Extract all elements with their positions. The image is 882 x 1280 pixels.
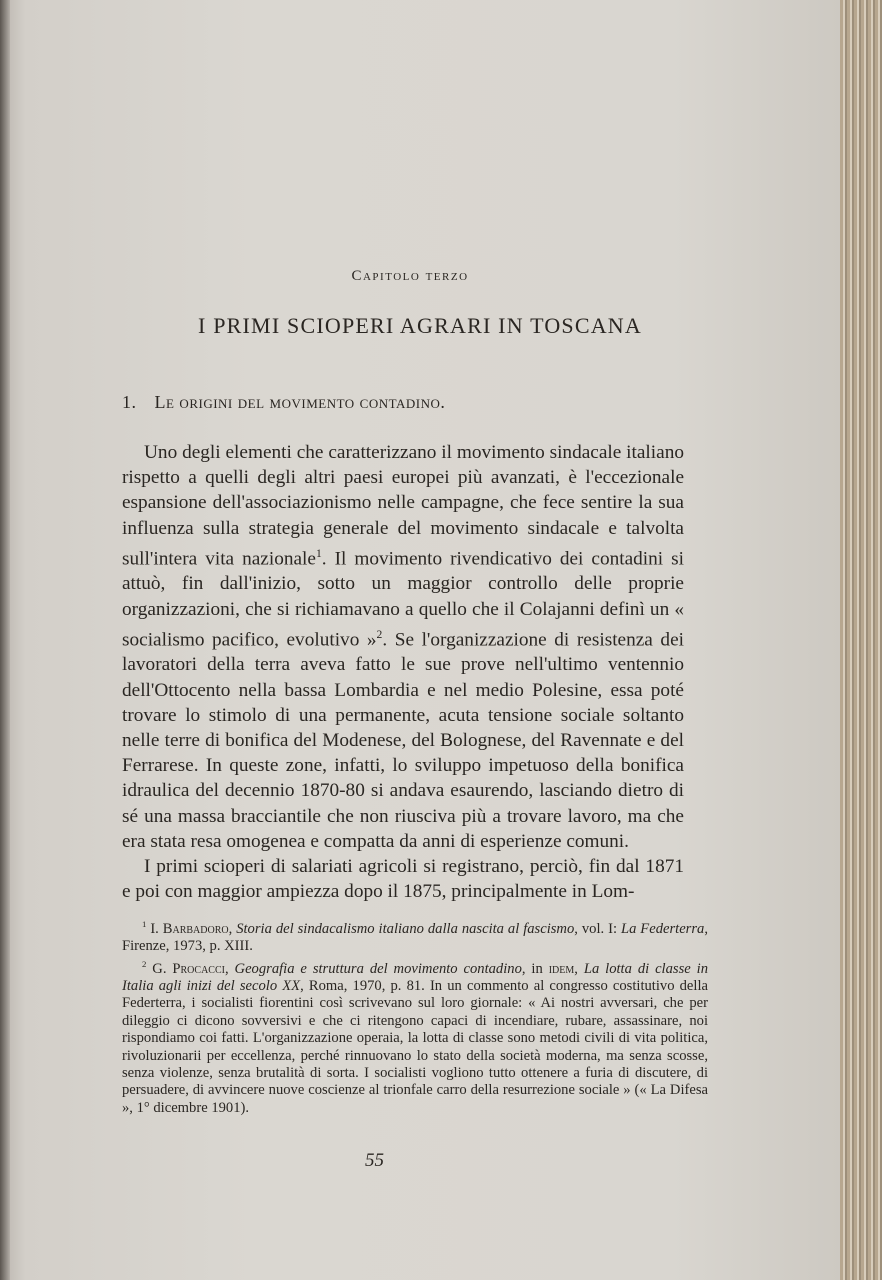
section-title: Le origini del movimento contadino. (154, 392, 446, 412)
paragraph: I primi scioperi di salariati agricoli si registrano, perciò, fin dal 1871 e poi con maggior ampiezza dopo il 1875, principalmente in Lom- (122, 856, 684, 903)
footnote-ref: 1 (315, 546, 322, 560)
footnote-ref: 2 (376, 627, 383, 641)
body-text (122, 440, 684, 905)
section-heading (122, 392, 463, 413)
chapter-label: Capitolo terzo (351, 268, 469, 284)
chapter-title: I PRIMI SCIOPERI AGRARI IN TOSCANA (198, 313, 642, 338)
page-edges (840, 0, 882, 1280)
footnote-2: $^2$ G. Procacci, Geografia e struttura del movimento contadino, in idem, La lotta di classe in Italia agli inizi del secolo XX, Roma, 1970, p. 81. In un commento al congresso costitutivo della Federterra, i socialisti fiorentini così scrivevano sul loro giornale: « Ai nostri avversari, che per dileggio ci dicono sovversivi e che ci ritengono capaci di incendiare, rubare, assassinare, noi rispondiamo coi fatti. L'organizzazione operaia, la lotta di classe sono metodi civili di vita politica, rivoluzionarii per eccellenza, perché rinnuovano lo stato della società moderna, ma senza scosse, senza violenze, senza brutalità di sorta. I socialisti vogliono tutto ottenere a furia di discutere, di persuadere, di avvincere nuove coscienze al trionfale carro della resurrezione sociale » (« La Difesa », 1° dicembre 1901). (122, 958, 709, 1116)
paragraph: Uno degli elementi che caratterizzano il movimento sindacale italiano rispetto a quelli degli altri paesi europei più avanzati, è l'eccezionale espansione dell'associazionismo nelle campagne, che fece sentire la sua influenza sulla strategia generale del movimento sindacale e talvolta sull'intera vita nazionale$^1$. Il movimento rivendicativo dei contadini si attuò, fin dall'inizio, sotto un maggior controllo delle proprie organizzazioni, che si richiamavano a quello che il Colajanni definì un « socialismo pacifico, evolutivo »$^2$. Se l'organizzazione di resistenza dei lavoratori della terra aveva fatto le sue prove nell'ultimo ventennio dell'Ottocento nella bassa Lombardia e nel medio Polesine, essa poté trovare lo stimolo di una permanente, acuta tensione sociale soltanto nelle terre di bonifica del Modenese, del Bolognese, del Ravennate e del Ferrarese. In queste zone, infatti, lo sviluppo impetuoso della bonifica idraulica del decennio 1870-80 si andava esaurendo, lasciando dietro di sé una massa bracciantile che non riusciva più a trovare lavoro, ma che era stata resa omogenea e compatta da anni di esperienze comuni. (122, 442, 684, 852)
section-number: 1. (122, 392, 137, 412)
footnotes (122, 916, 708, 1117)
footnote-1: $^1$ I. Barbadoro, Storia del sindacalismo italiano dalla nascita al fascismo, vol. I: La Federterra, Firenze, 1973, p. XIII. (122, 919, 708, 955)
book-gutter (0, 0, 10, 1280)
page-number: 55 (365, 1150, 384, 1171)
